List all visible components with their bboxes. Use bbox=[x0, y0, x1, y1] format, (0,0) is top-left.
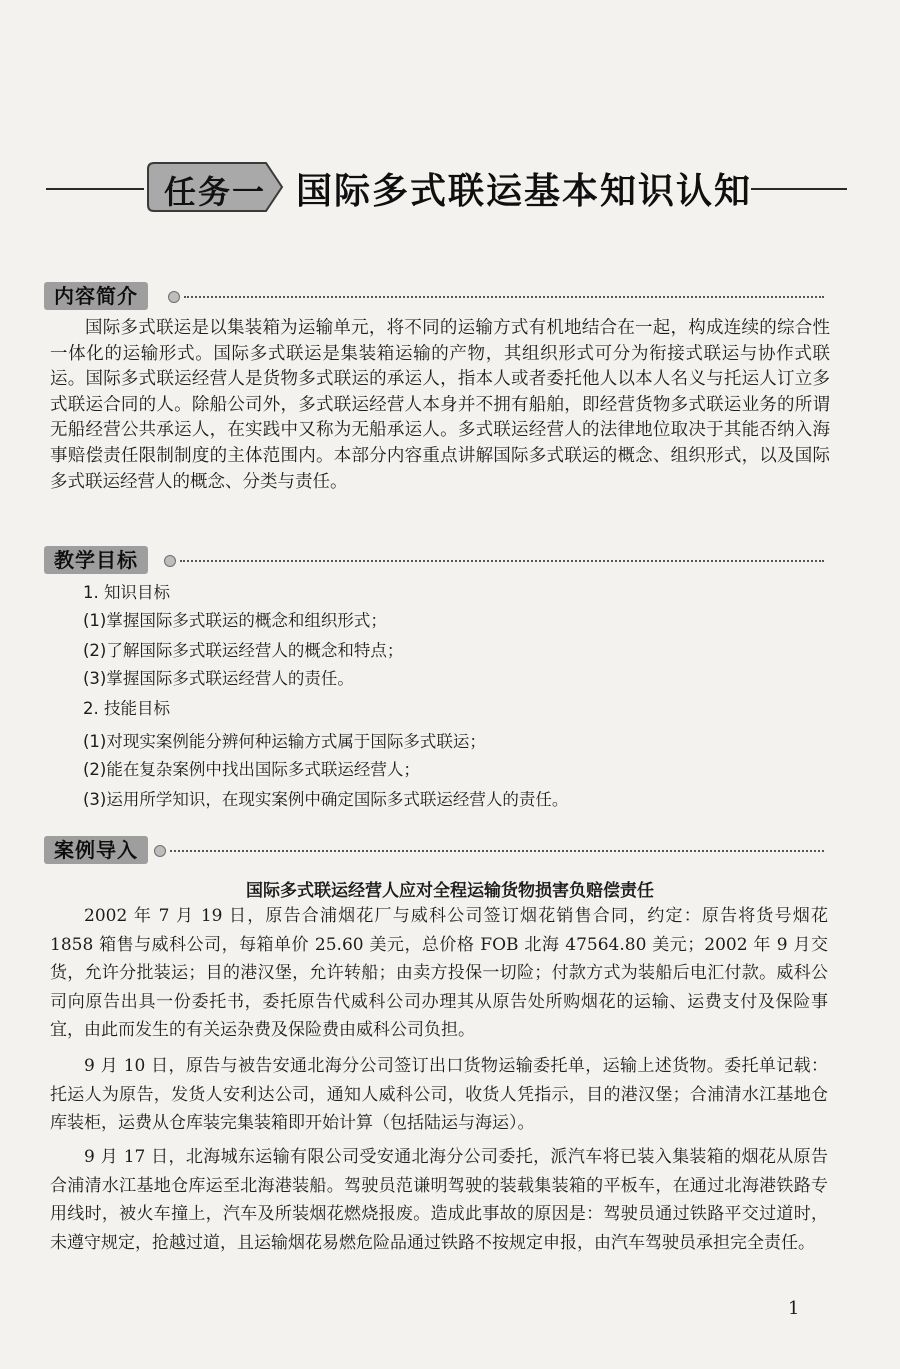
title-rule-right bbox=[751, 188, 847, 190]
goal-line: (2)了解国际多式联运经营人的概念和特点； bbox=[83, 641, 404, 660]
goal-line: 1. 知识目标 bbox=[83, 583, 170, 602]
section-heading-intro bbox=[44, 282, 824, 312]
case-paragraph: 9 月 10 日，原告与被告安通北海分公司签订出口货物运输委托单，运输上述货物。委托单记载：托运人为原告，发货人安利达公司，通知人威科公司，收货人凭指示，目的港汉堡；合浦清水江基地仓库装柜，运费从仓库装完集装箱即开始计算（包括陆运与海运）。 bbox=[50, 1056, 828, 1133]
title-rule-left bbox=[46, 188, 144, 190]
goal-line: (3)掌握国际多式联运经营人的责任。 bbox=[83, 669, 354, 688]
heading-bullet-icon bbox=[164, 555, 176, 567]
section-heading-label: 案例导入 bbox=[44, 836, 148, 864]
intro-paragraph: 国际多式联运是以集装箱为运输单元，将不同的运输方式有机地结合在一起，构成连续的综合性一体化的运输形式。国际多式联运是集装箱运输的产物，其组织形式可分为衔接式联运与协作式联运。国际多式联运经营人是货物多式联运的承运人，指本人或者委托他人以本人名义与托运人订立多式联运合同的人。除船公司外，多式联运经营人本身并不拥有船舶，即经营货物多式联运业务的所谓无船经营公共承运人，在实践中又称为无船承运人。多式联运经营人的法律地位取决于其能否纳入海事赔偿责任限制制度的主体范围内。本部分内容重点讲解国际多式联运的概念、组织形式，以及国际多式联运经营人的概念、分类与责任。 bbox=[50, 318, 830, 492]
heading-dotted-rule bbox=[170, 850, 824, 852]
section-heading-label: 内容简介 bbox=[44, 282, 148, 310]
goal-line: (1)对现实案例能分辨何种运输方式属于国际多式联运； bbox=[83, 732, 486, 751]
goal-line: (1)掌握国际多式联运的概念和组织形式； bbox=[83, 611, 387, 630]
goal-line: (3)运用所学知识，在现实案例中确定国际多式联运经营人的责任。 bbox=[83, 790, 569, 809]
goal-line: 2. 技能目标 bbox=[83, 699, 170, 718]
case-paragraph: 2002 年 7 月 19 日，原告合浦烟花厂与威科公司签订烟花销售合同，约定：原告将货号烟花 1858 箱售与威科公司，每箱单价 25.60 美元，总价格 FOB 北海 47564.80 美元；2002 年 9 月交货，允许分批装运；目的港汉堡，允许转船；由卖方投保一切险；付款方式为装船后电汇付款。威科公司向原告出具一份委托书，委托原告代威科公司办理其从原告处所购烟花的运输、运费支付及保险事宜，由此而发生的有关运杂费及保险费由威科公司负担。 bbox=[50, 906, 828, 1040]
case-title: 国际多式联运经营人应对全程运输货物损害负赔偿责任 bbox=[246, 881, 654, 901]
goal-line: (2)能在复杂案例中找出国际多式联运经营人； bbox=[83, 760, 420, 779]
heading-bullet-icon bbox=[168, 291, 180, 303]
heading-bullet-icon bbox=[154, 845, 166, 857]
section-heading-goals bbox=[44, 546, 824, 576]
section-heading-case bbox=[44, 836, 824, 866]
section-heading-label: 教学目标 bbox=[44, 546, 148, 574]
page-title: 国际多式联运基本知识认知 bbox=[296, 171, 753, 212]
heading-dotted-rule bbox=[184, 296, 824, 298]
heading-dotted-rule bbox=[180, 560, 824, 562]
chapter-title-row bbox=[46, 155, 846, 225]
task-tag bbox=[146, 159, 286, 215]
task-label: 任务一 bbox=[164, 173, 267, 211]
case-paragraph: 9 月 17 日，北海城东运输有限公司受安通北海分公司委托，派汽车将已装入集装箱的烟花从原告合浦清水江基地仓库运至北海港装船。驾驶员范谦明驾驶的装载集装箱的平板车，在通过北海港铁路专用线时，被火车撞上，汽车及所装烟花燃烧报废。造成此事故的原因是：驾驶员通过铁路平交过道时，未遵守规定，抢越过道，且运输烟花易燃危险品通过铁路不按规定申报，由汽车驾驶员承担完全责任。 bbox=[50, 1147, 828, 1253]
page-number: 1 bbox=[788, 1298, 800, 1319]
